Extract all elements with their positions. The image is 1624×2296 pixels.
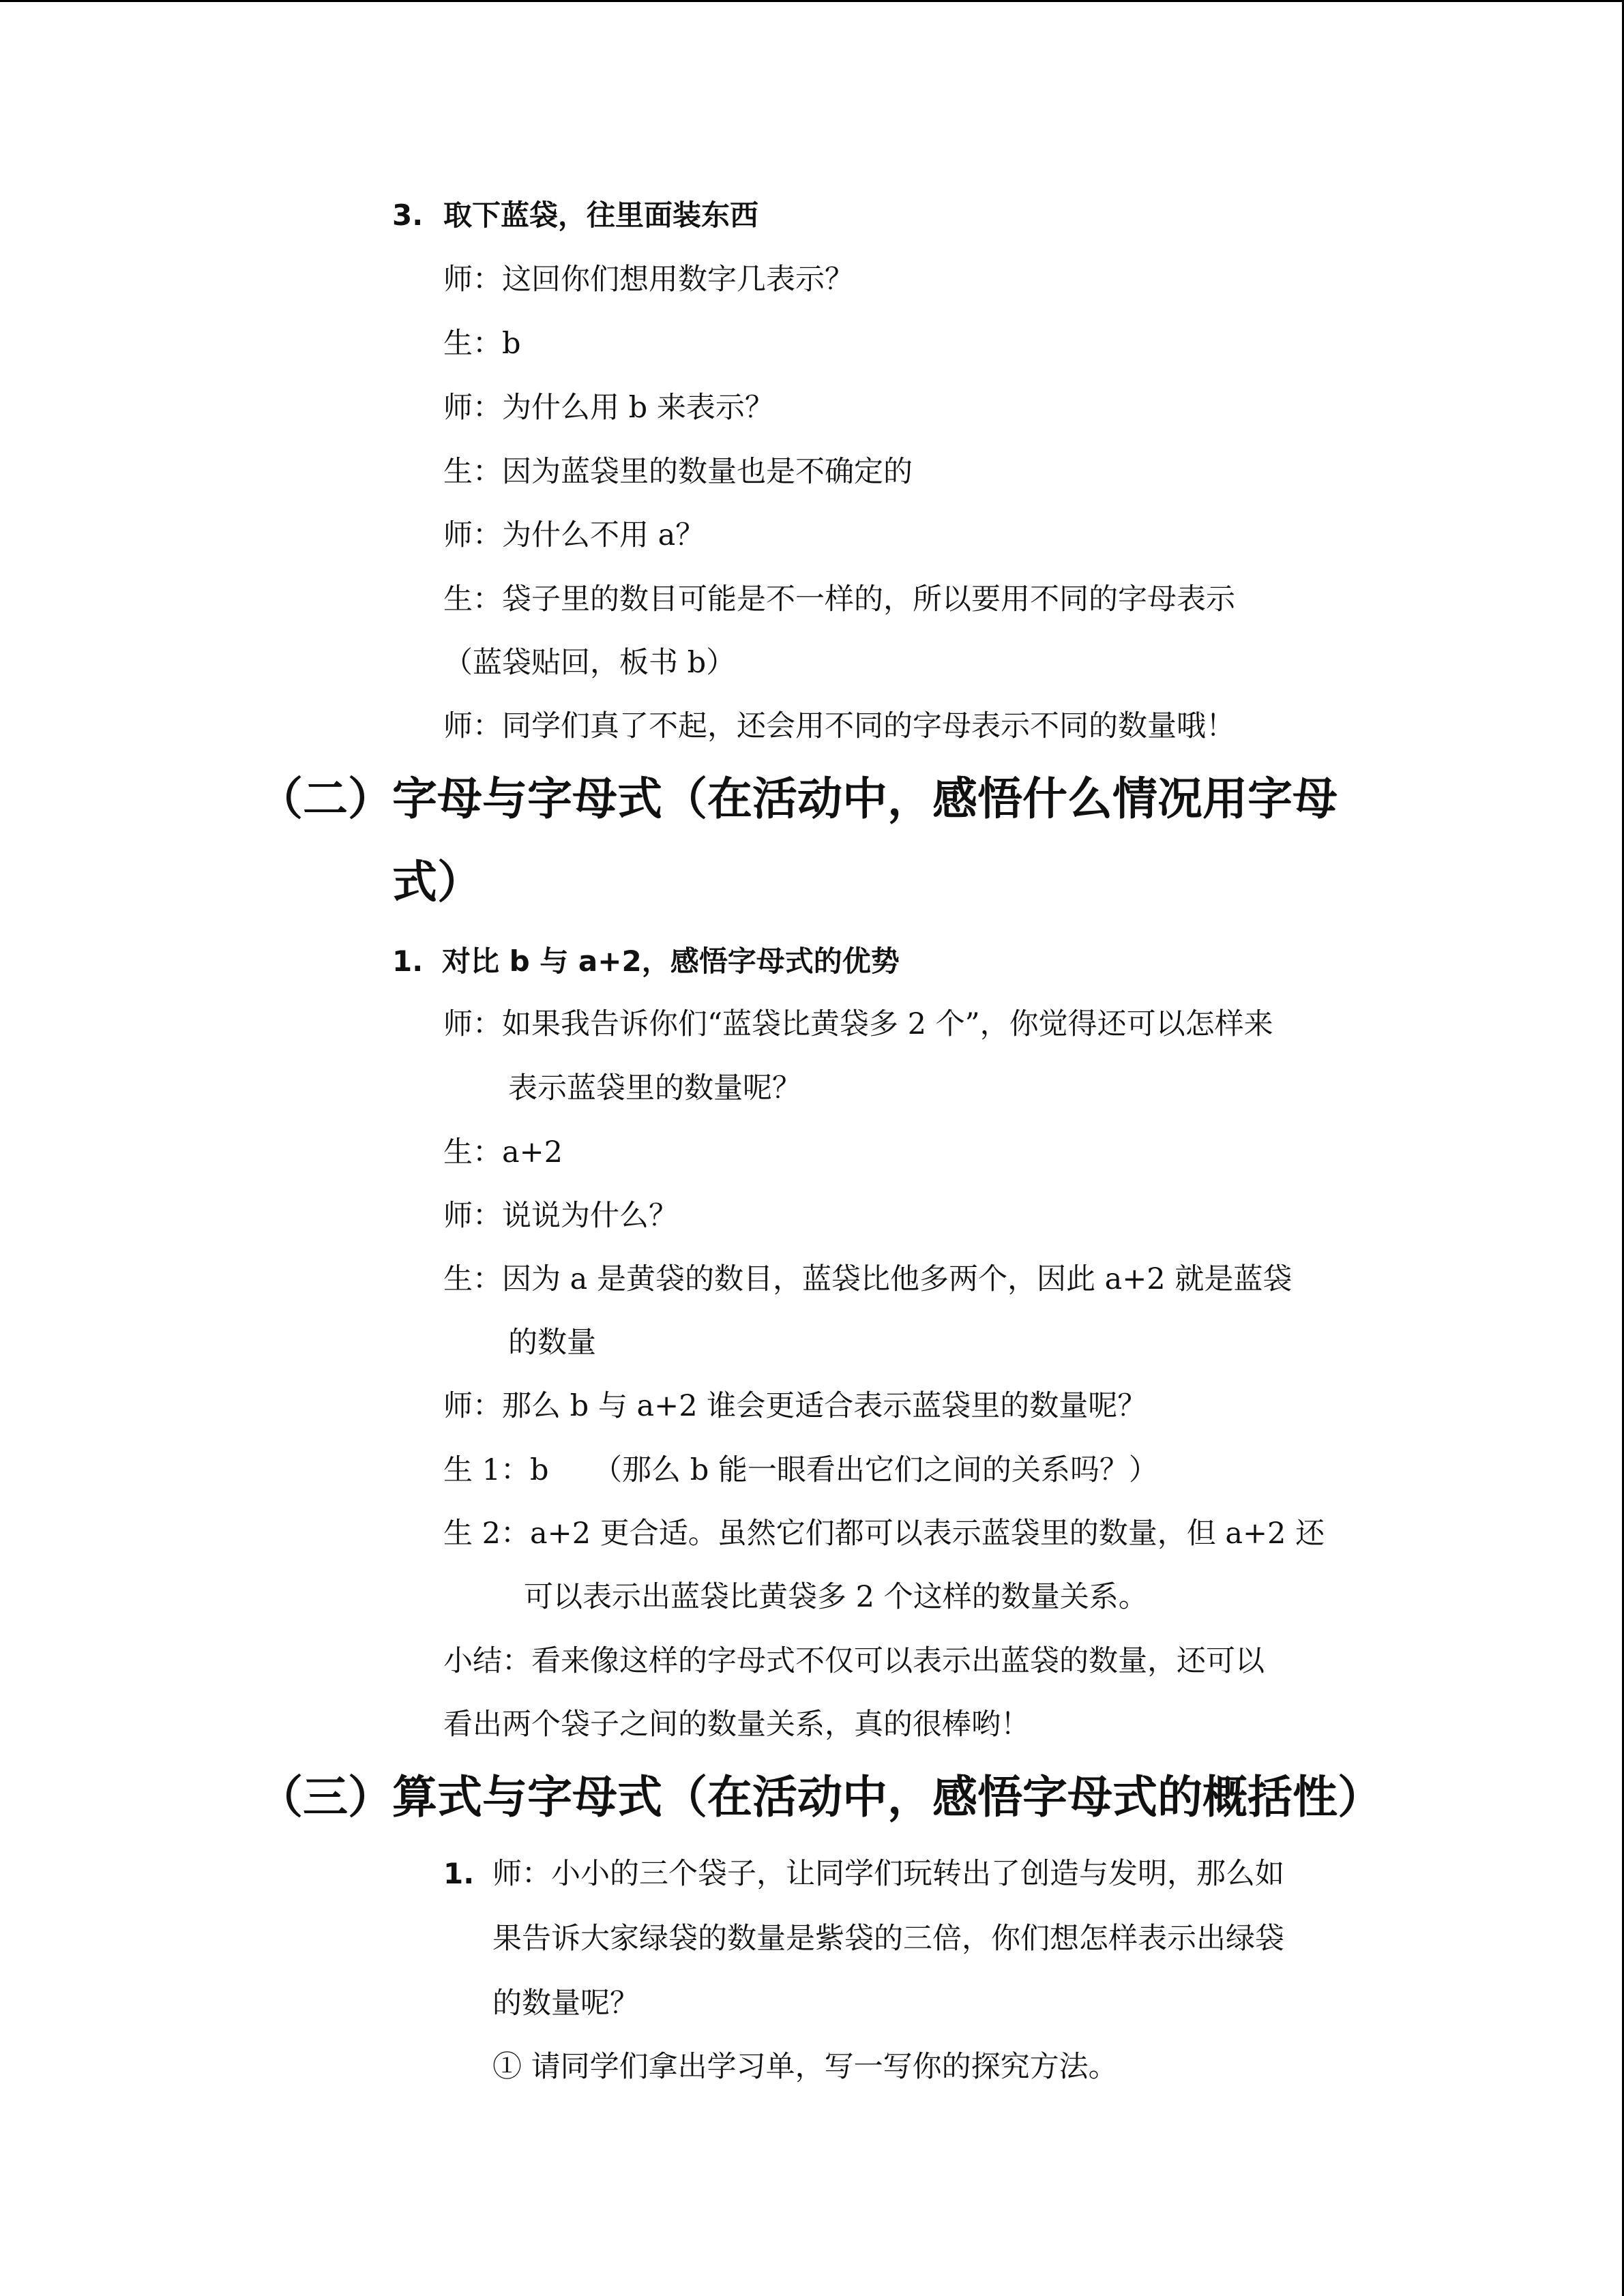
item-heading: 对比 b 与 a+2，感悟字母式的优势	[442, 944, 900, 978]
summary-line-continued: 看出两个袋子之间的数量关系，真的很棒哟！	[443, 1708, 1030, 1742]
dialogue-line: 生 2：a+2 更合适。虽然它们都可以表示蓝袋里的数量，但 a+2 还	[443, 1517, 1325, 1551]
section-marker: （二）	[258, 773, 393, 825]
dialogue-line-continued: 的数量呢？	[492, 1986, 639, 2021]
dialogue-line: 生：b	[443, 327, 521, 361]
section-heading: 算式与字母式（在活动中，感悟字母式的概括性）	[392, 1771, 1383, 1823]
dialogue-line: 生：袋子里的数目可能是不一样的，所以要用不同的字母表示	[443, 582, 1235, 616]
dialogue-line: 师：说说为什么？	[443, 1199, 678, 1233]
dialogue-line: 生：因为蓝袋里的数量也是不确定的	[443, 455, 913, 489]
dialogue-line: 生：因为 a 是黄袋的数目，蓝袋比他多两个，因此 a+2 就是蓝袋	[443, 1262, 1293, 1296]
item-number: 1.	[443, 1857, 475, 1890]
section-marker: （三）	[258, 1771, 393, 1823]
dialogue-line: 师：小小的三个袋子，让同学们玩转出了创造与发明，那么如	[492, 1857, 1284, 1891]
dialogue-line: 师：这回你们想用数字几表示？	[443, 263, 854, 297]
section-heading: 字母与字母式（在活动中，感悟什么情况用字母	[392, 773, 1338, 825]
dialogue-line: 师：为什么用 b 来表示？	[443, 391, 774, 425]
dialogue-line-continued: 的数量	[508, 1326, 596, 1360]
sub-item: ① 请同学们拿出学习单，写一写你的探究方法。	[492, 2050, 1118, 2084]
dialogue-line: 师：如果我告诉你们“蓝袋比黄袋多 2 个”，你觉得还可以怎样来	[443, 1007, 1273, 1041]
dialogue-line-continued: 表示蓝袋里的数量呢？	[508, 1071, 801, 1105]
summary-line: 小结：看来像这样的字母式不仅可以表示出蓝袋的数量，还可以	[443, 1644, 1265, 1678]
dialogue-line-continued: 果告诉大家绿袋的数量是紫袋的三倍，你们想怎样表示出绿袋	[492, 1922, 1284, 1956]
page-top-border	[0, 0, 1624, 2]
dialogue-line-continued: 可以表示出蓝袋比黄袋多 2 个这样的数量关系。	[524, 1580, 1148, 1614]
item-number: 1.	[392, 944, 424, 978]
stage-note: （蓝袋贴回，板书 b）	[443, 646, 736, 680]
section-heading-continued: 式）	[392, 856, 482, 908]
dialogue-line: 师：同学们真了不起，还会用不同的字母表示不同的数量哦！	[443, 709, 1235, 743]
item-number: 3.	[392, 198, 424, 232]
dialogue-line: 师：为什么不用 a？	[443, 518, 705, 552]
dialogue-line: 师：那么 b 与 a+2 谁会更适合表示蓝袋里的数量呢？	[443, 1389, 1147, 1423]
dialogue-line: 生：a+2	[443, 1135, 563, 1169]
item-heading: 取下蓝袋，往里面装东西	[443, 198, 759, 232]
dialogue-line: 生 1：b （那么 b 能一眼看出它们之间的关系吗？）	[443, 1453, 1158, 1487]
